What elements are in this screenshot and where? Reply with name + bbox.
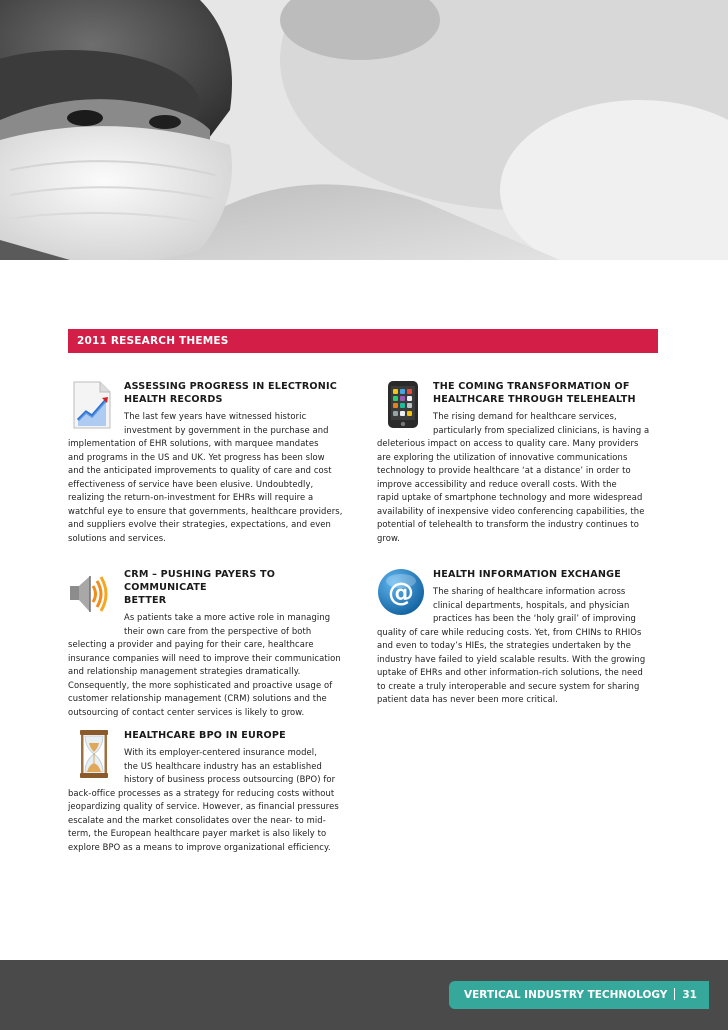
article-title: THE COMING TRANSFORMATION OF HEALTHCARE THROUGH TELEHEALTH xyxy=(433,381,636,405)
article-title: CRM – PUSHING PAYERS TO COMMUNICATE BETTER xyxy=(124,569,276,606)
svg-text:@: @ xyxy=(388,578,414,608)
hourglass-icon xyxy=(76,729,116,779)
at-sign-globe-icon xyxy=(377,568,427,618)
article-body: The rising demand for healthcare services, particularly from specialized clinicians, is having a deleterious impact on access to quality care. Many providers are exploring the utilization of innovative communications technology to provide healthcare ‘at a distance’ in order to improve accessibility and reduce overall costs. With the rapid uptake of smartphone technology and more widespread availability of inexpensive video conferencing capabilities, the potential of telehealth to transform the industry continues to grow. xyxy=(377,411,650,543)
article-body: As patients take a more active role in managing their own care from the perspective of both selecting a provider and paying for their care, healthcare insurance companies will need to improve their communication and relationship management strategies dramatically. Consequently, the more sophisticated and proactive usage of customer relationship management (CRM) solutions and the outsourcing of contact center services is likely to grow. xyxy=(68,612,341,717)
article-title: HEALTH INFORMATION EXCHANGE xyxy=(433,569,621,580)
article-body: The last few years have witnessed historic investment by government in the purchase and implementation of EHR solutions, with marquee mandates and programs in the US and UK. Yet progress has been slow and the anticipated improvements to quality of care and cost effectiveness of service have been elusive. Undoubtedly, realizing the return-on-investment for EHRs will require a watchful eye to ensure that governments, healthcare providers, and suppliers evolve their strategies, expectations, and even solutions and services. xyxy=(68,411,343,543)
article-bpo xyxy=(68,729,352,854)
article-ehr xyxy=(68,380,352,545)
surgeon-photo-illustration xyxy=(0,0,728,260)
footer-section-badge xyxy=(449,981,709,1009)
article-hie xyxy=(377,568,661,707)
article-crm xyxy=(68,568,352,719)
footer-section-label: VERTICAL INDUSTRY TECHNOLOGY xyxy=(464,989,668,1001)
article-telehealth xyxy=(377,380,661,545)
article-body: With its employer-centered insurance model, the US healthcare industry has an established history of business process outsourcing (BPO) for back-office processes as a strategy for reducing costs without jeopardizing quality of service. However, as financial pressures escalate and the market consolidates over the near- to mid- term, the European healthcare payer market is also likely to explore BPO as a means to improve organizational efficiency. xyxy=(68,747,339,852)
footer-separator xyxy=(674,988,675,1000)
article-body: The sharing of healthcare information across clinical departments, hospitals, and physician practices has been the ‘holy grail’ of improving quality of care while reducing costs. Yet, from CHINs to RHIOs and even to today’s HIEs, the strategies undertaken by the industry have failed to yield scalable results. With the growing uptake of EHRs and other information-rich solutions, the need to create a truly interoperable and secure system for sharing patient data has never been more critical. xyxy=(377,586,646,704)
line-chart-document-icon xyxy=(72,380,112,430)
smartphone-icon xyxy=(385,380,425,430)
section-banner: 2011 RESEARCH THEMES xyxy=(68,329,658,353)
page-number: 31 xyxy=(682,989,697,1001)
hero-photo xyxy=(0,0,728,260)
article-title: ASSESSING PROGRESS IN ELECTRONIC HEALTH RECORDS xyxy=(124,381,338,405)
article-title: HEALTHCARE BPO IN EUROPE xyxy=(124,730,286,741)
speaker-icon xyxy=(68,570,108,620)
